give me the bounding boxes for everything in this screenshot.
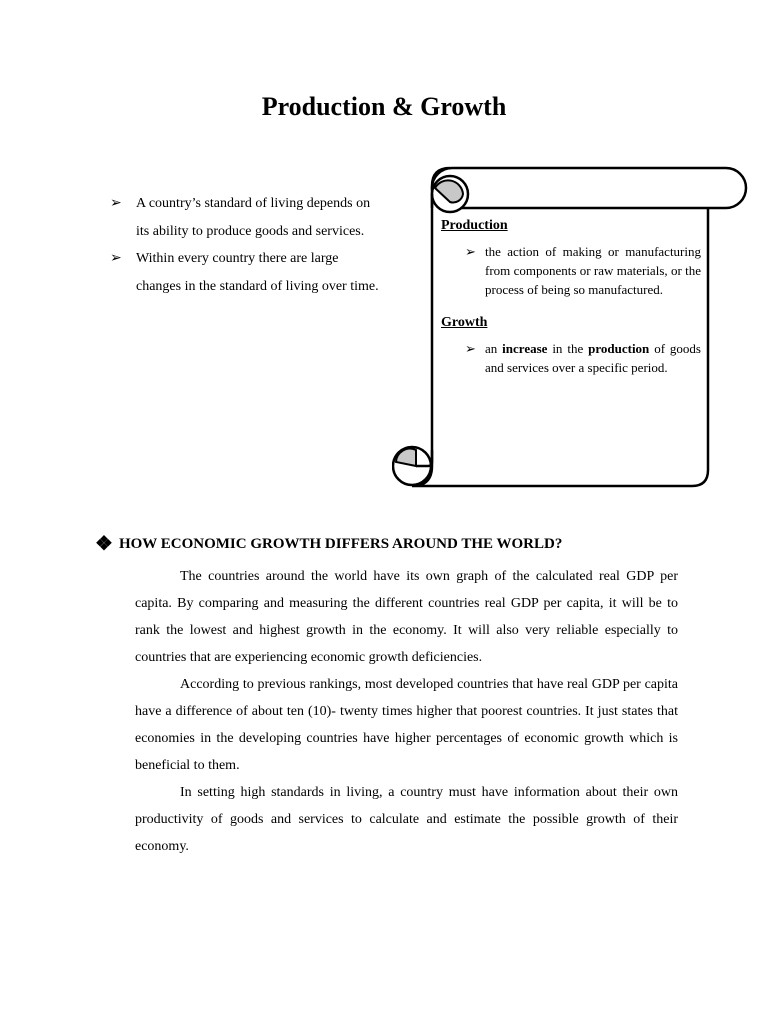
growth-definition (441, 339, 701, 377)
intro-bullet-text: A country’s standard of living depends on its ability to produce goods and services. (136, 196, 371, 239)
intro-bullet-list (110, 190, 385, 300)
growth-text-part: an (485, 341, 503, 356)
definition-scroll (392, 166, 748, 490)
diamond-bullet-icon: ❖ (95, 533, 113, 555)
arrow-bullet-icon: ➢ (465, 244, 476, 259)
production-heading: Production (441, 218, 508, 233)
production-definition (441, 242, 701, 299)
growth-text-part: in the (547, 341, 589, 356)
production-definition-text: the action of making or manufacturing from components or raw materials, or the process of being so manufactured. (485, 244, 701, 297)
intro-bullet (110, 245, 385, 300)
arrow-bullet-icon: ➢ (465, 341, 476, 356)
section-heading (95, 531, 735, 556)
growth-bold-term: increase (502, 341, 548, 356)
growth-bold-term: production (588, 341, 650, 356)
arrow-bullet-icon: ➢ (110, 251, 122, 266)
arrow-bullet-icon: ➢ (110, 196, 122, 211)
body-paragraph: In setting high standards in living, a country must have information about their own productivity of goods and services to calculate and estimate the possible growth of their economy. (135, 785, 678, 854)
section-heading-text: HOW ECONOMIC GROWTH DIFFERS AROUND THE WORLD? (118, 536, 563, 552)
page-title: Production & Growth (261, 92, 507, 121)
growth-heading: Growth (441, 315, 488, 330)
section-body (135, 563, 678, 860)
body-paragraph: The countries around the world have its own graph of the calculated real GDP per capita. By comparing and measuring the different countries real GDP per capita, it will be to rank the lowest and highest growth in the economy. It will also very reliable especially to countries that are experiencing economic growth deficiencies. (135, 569, 678, 665)
intro-bullet-text: Within every country there are large changes in the standard of living over time. (136, 251, 379, 294)
intro-bullet (110, 190, 385, 245)
definitions-content (441, 218, 701, 393)
body-paragraph: According to previous rankings, most developed countries that have real GDP per capita have a difference of about ten (10)- twenty times higher that poorest countries. It just states that economies in the developing countries have higher percentages of economic growth which is beneficial to them. (135, 677, 678, 773)
growth-text-part: of goods and services over a specific period. (485, 341, 701, 375)
